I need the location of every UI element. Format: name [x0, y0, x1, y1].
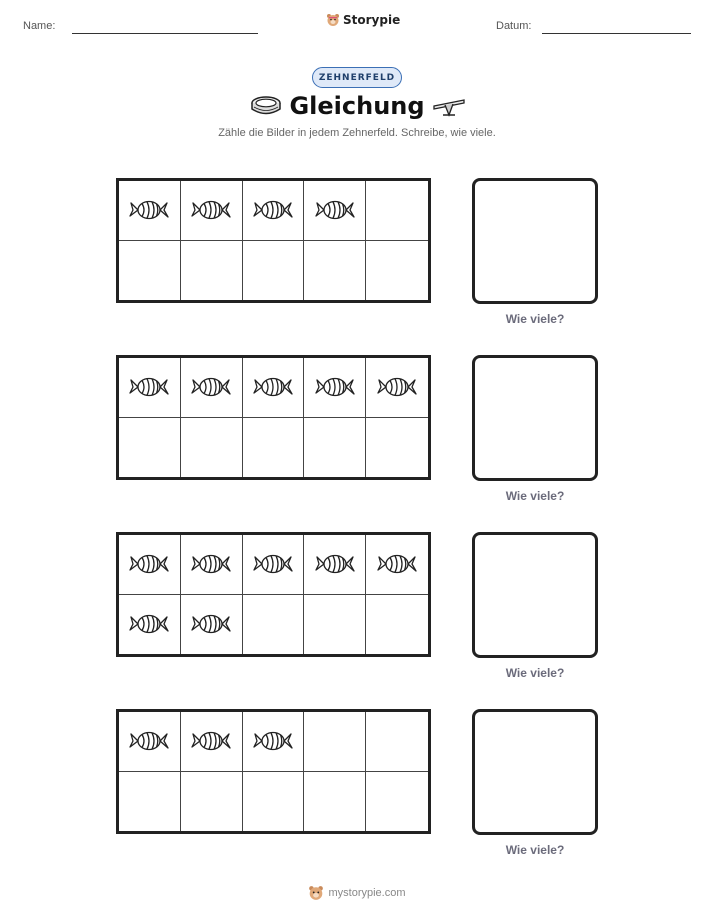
ten-frame-cell [304, 358, 366, 418]
ten-frame-cell [119, 181, 181, 241]
answer-box[interactable] [472, 709, 598, 835]
ten-frame-cell [181, 595, 243, 655]
ten-frame-cell [366, 181, 428, 241]
ten-frame-cell [181, 241, 243, 301]
answer-label: Wie viele? [505, 666, 565, 680]
candy-icon [253, 728, 293, 754]
candy-icon [129, 728, 169, 754]
ten-frame-cell [366, 595, 428, 655]
topic-badge: ZEHNERFELD [312, 67, 402, 88]
ten-frame-cell [119, 241, 181, 301]
brand-logo [326, 13, 400, 27]
answer-label: Wie viele? [505, 489, 565, 503]
ten-frame-cell [366, 358, 428, 418]
ten-frame-cell [243, 358, 305, 418]
ten-frame-cell [366, 712, 428, 772]
title-row [0, 92, 714, 124]
ten-frame-cell [243, 772, 305, 832]
bear-logo-icon [308, 885, 324, 901]
footer [0, 885, 714, 901]
date-label: Datum: [496, 20, 532, 32]
ten-frame-cell [181, 181, 243, 241]
candy-icon [191, 374, 231, 400]
name-label: Name: [23, 20, 56, 32]
ten-frame-cell [119, 772, 181, 832]
ten-frame-cell [181, 772, 243, 832]
candy-icon [253, 551, 293, 577]
ten-frame [116, 178, 431, 303]
date-line [542, 33, 691, 34]
ten-frame-cell [243, 535, 305, 595]
name-line [72, 33, 258, 34]
candy-icon [315, 551, 355, 577]
candy-icon [129, 611, 169, 637]
candy-icon [191, 551, 231, 577]
candy-icon [253, 374, 293, 400]
brand-name: Storypie [343, 13, 401, 27]
ten-frame-cell [243, 595, 305, 655]
seesaw-icon [432, 96, 466, 118]
answer-box[interactable] [472, 178, 598, 304]
ten-frame-cell [304, 595, 366, 655]
candy-icon [191, 197, 231, 223]
candy-icon [129, 551, 169, 577]
ten-frame-cell [243, 241, 305, 301]
ten-frame-cell [243, 712, 305, 772]
ten-frame-cell [304, 772, 366, 832]
footer-url: mystorypie.com [328, 887, 406, 899]
instructions: Zähle die Bilder in jedem Zehnerfeld. Schreibe, wie viele. [218, 127, 496, 139]
ten-frame-cell [366, 772, 428, 832]
answer-label: Wie viele? [505, 312, 565, 326]
ten-frame-cell [119, 595, 181, 655]
ten-frame-cell [181, 535, 243, 595]
answer-box[interactable] [472, 532, 598, 658]
ten-frame-cell [181, 418, 243, 478]
ten-frame [116, 709, 431, 834]
ten-frame-cell [243, 181, 305, 241]
ten-frame-cell [304, 418, 366, 478]
ten-frame-cell [119, 358, 181, 418]
ten-frame-cell [181, 358, 243, 418]
answer-box[interactable] [472, 355, 598, 481]
ten-frame-cell [304, 181, 366, 241]
ten-frame-cell [304, 712, 366, 772]
ten-frame [116, 532, 431, 657]
ten-frame-cell [181, 712, 243, 772]
ten-frame-cell [119, 418, 181, 478]
candy-icon [253, 197, 293, 223]
ten-frame-cell [119, 535, 181, 595]
worksheet-title: Gleichung [289, 92, 425, 120]
candy-icon [129, 197, 169, 223]
candy-icon [129, 374, 169, 400]
ten-frame-cell [243, 418, 305, 478]
ten-frame-cell [366, 418, 428, 478]
answer-label: Wie viele? [505, 843, 565, 857]
ten-frame-cell [366, 241, 428, 301]
candy-icon [191, 728, 231, 754]
candy-icon [191, 611, 231, 637]
bear-logo-icon [326, 13, 340, 27]
candy-icon [315, 197, 355, 223]
ten-frame-cell [304, 241, 366, 301]
ten-frame-cell [304, 535, 366, 595]
worksheet-header [0, 0, 714, 60]
candy-icon [377, 374, 417, 400]
ten-frame-cell [119, 712, 181, 772]
ten-frame-cell [366, 535, 428, 595]
ten-frame [116, 355, 431, 480]
candy-icon [315, 374, 355, 400]
candy-icon [377, 551, 417, 577]
